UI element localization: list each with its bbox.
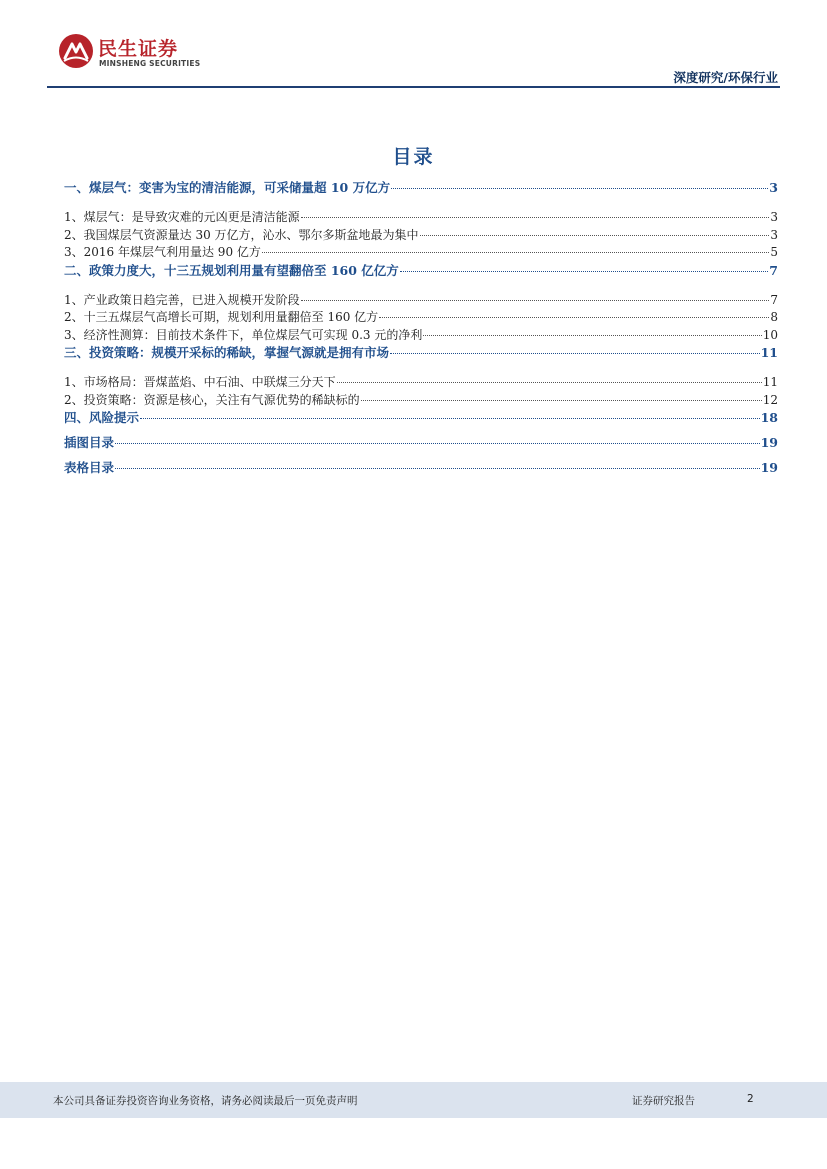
report-category: 深度研究/环保行业	[673, 70, 778, 85]
toc-entry-text: 二、政策力度大，十三五规划利用量有望翻倍至 160 亿亿方	[64, 262, 399, 278]
toc-leader-dots	[391, 188, 768, 189]
toc-entry-page: 19	[760, 460, 778, 475]
toc-section-entry[interactable]	[64, 433, 778, 458]
toc-entry-text: 插图目录	[64, 435, 115, 450]
header-divider	[47, 86, 780, 88]
toc-title: 目录	[392, 146, 435, 168]
toc-entry-page: 8	[770, 310, 778, 324]
toc-entry-text: 1、产业政策日趋完善，已进入规模开发阶段	[64, 292, 300, 307]
toc-subsection-entry[interactable]	[64, 208, 778, 226]
toc-subsection-entry[interactable]	[64, 373, 778, 391]
toc-leader-dots	[301, 300, 770, 301]
toc-subsection-entry[interactable]	[64, 308, 778, 326]
toc-leader-dots	[379, 317, 769, 318]
toc-entry-page: 10	[762, 327, 778, 342]
toc-entry-text: 2、投资策略：资源是核心，关注有气源优势的稀缺标的	[64, 392, 360, 407]
toc-section-entry[interactable]	[64, 343, 778, 368]
toc-leader-dots	[262, 252, 769, 253]
toc-section-entry[interactable]	[64, 408, 778, 433]
toc-subsection-entry[interactable]	[64, 291, 778, 309]
toc-entry-text: 1、煤层气：是导致灾难的元凶更是清洁能源	[64, 210, 300, 224]
toc-leader-dots	[423, 335, 761, 336]
brand-logo	[58, 30, 218, 72]
toc-subsection-entry[interactable]	[64, 391, 778, 409]
toc-entry-text: 四、风险提示	[64, 410, 140, 425]
toc-entry-page: 12	[762, 392, 778, 407]
toc-section-entry[interactable]	[64, 261, 778, 286]
toc-entry-page: 5	[770, 245, 778, 259]
toc-leader-dots	[115, 443, 760, 444]
toc-entry-page: 11	[760, 345, 778, 360]
toc-entry-text: 2、十三五煤层气高增长可期，规划利用量翻倍至 160 亿方	[64, 310, 379, 324]
logo-english-name: MINSHENG SECURITIES	[99, 59, 201, 68]
toc-entry-text: 3、2016 年煤层气利用量达 90 亿方	[64, 245, 261, 259]
toc-entry-text: 2、我国煤层气资源量达 30 万亿方，沁水、鄂尔多斯盆地最为集中	[64, 227, 419, 242]
toc-leader-dots	[420, 235, 770, 236]
toc-entry-page: 3	[770, 210, 778, 224]
logo-chinese-name: 民生证券	[98, 38, 179, 60]
toc-entry-page: 7	[770, 292, 778, 307]
table-of-contents	[64, 178, 778, 483]
toc-entry-text: 三、投资策略：规模开采标的稀缺，掌握气源就是拥有市场	[64, 345, 390, 360]
toc-entry-page: 3	[769, 180, 778, 195]
toc-entry-page: 19	[760, 435, 778, 450]
toc-section-entry[interactable]	[64, 458, 778, 483]
toc-entry-page: 3	[770, 227, 778, 242]
toc-entry-text: 表格目录	[64, 460, 115, 475]
toc-subsection-entry[interactable]	[64, 326, 778, 344]
toc-leader-dots	[301, 217, 770, 218]
toc-leader-dots	[140, 418, 760, 419]
toc-subsection-entry[interactable]	[64, 226, 778, 244]
minsheng-logo-icon	[58, 33, 94, 69]
toc-leader-dots	[337, 382, 762, 383]
toc-leader-dots	[361, 400, 762, 401]
toc-entry-page: 11	[762, 375, 778, 389]
toc-entry-page: 7	[769, 262, 778, 278]
toc-leader-dots	[390, 353, 760, 354]
toc-leader-dots	[400, 271, 768, 272]
toc-entry-text: 3、经济性测算：目前技术条件下，单位煤层气可实现 0.3 元的净利	[64, 327, 423, 342]
toc-entry-text: 1、市场格局：晋煤蓝焰、中石油、中联煤三分天下	[64, 375, 336, 389]
toc-section-entry[interactable]	[64, 178, 778, 203]
footer-report-type: 证券研究报告	[632, 1095, 695, 1107]
toc-entry-page: 18	[760, 410, 778, 425]
page-number: 2	[747, 1093, 754, 1105]
footer-disclaimer: 本公司具备证券投资咨询业务资格，请务必阅读最后一页免责声明	[53, 1095, 358, 1107]
toc-subsection-entry[interactable]	[64, 243, 778, 261]
toc-leader-dots	[115, 468, 760, 469]
toc-entry-text: 一、煤层气：变害为宝的清洁能源，可采储量超 10 万亿方	[64, 180, 391, 195]
